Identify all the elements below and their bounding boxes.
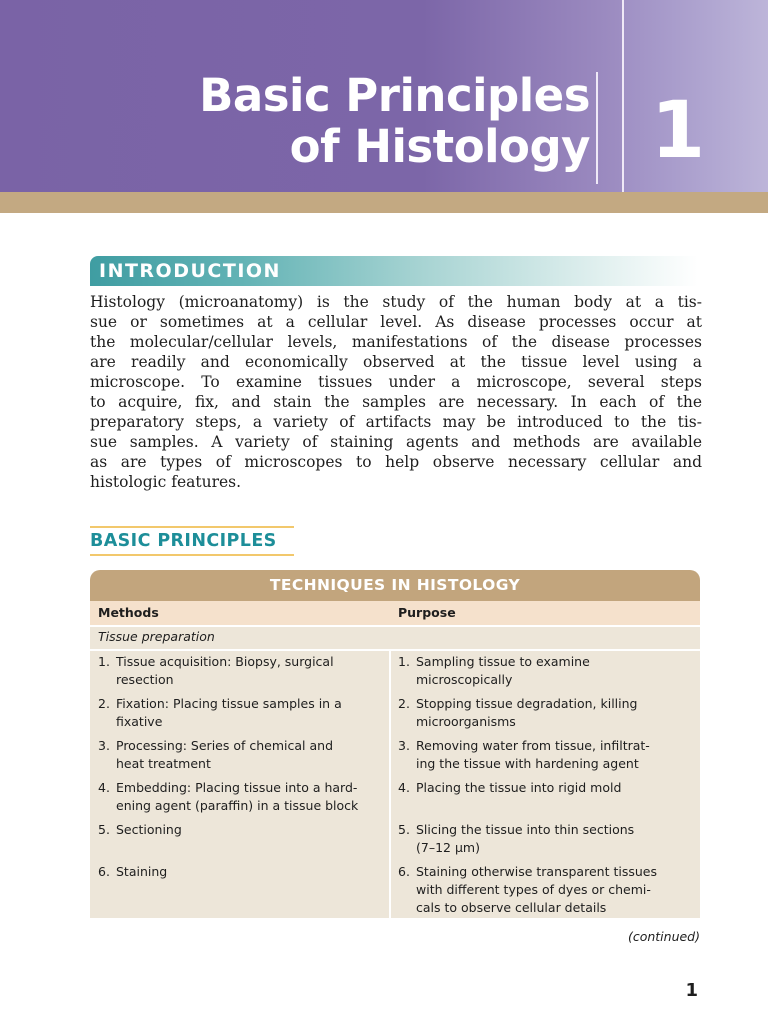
intro-line: sue or sometimes at a cellular level. As disease processes occur at [90, 313, 702, 331]
column-divider [389, 650, 391, 918]
basic-principles-heading: BASIC PRINCIPLES [90, 531, 277, 551]
intro-line: histologic features. [90, 473, 242, 491]
method-item-number: 1. [98, 654, 110, 669]
method-item-text: heat treatment [116, 756, 211, 771]
purpose-item-number: 2. [398, 696, 410, 711]
column-header-purpose: Purpose [398, 605, 456, 620]
intro-line: sue samples. A variety of staining agents and methods are available [90, 433, 702, 451]
method-item-text: Tissue acquisition: Biopsy, surgical [116, 654, 334, 669]
method-item-number: 4. [98, 780, 110, 795]
chapter-title-line1: Basic Principles [199, 69, 590, 122]
purpose-item-number: 3. [398, 738, 410, 753]
method-item-number: 2. [98, 696, 110, 711]
chapter-number: 1 [650, 86, 706, 176]
purpose-item-text: microorganisms [416, 714, 516, 729]
purpose-item-text: Placing the tissue into rigid mold [416, 780, 622, 795]
purpose-item-text: ing the tissue with hardening agent [416, 756, 639, 771]
row-divider [90, 649, 700, 651]
purpose-item-text: Staining otherwise transparent tissues [416, 864, 657, 879]
introduction-heading: INTRODUCTION [99, 260, 281, 282]
method-item-text: fixative [116, 714, 163, 729]
purpose-item-text: (7–12 μm) [416, 840, 480, 855]
introduction-paragraph [90, 292, 702, 492]
table-title: TECHNIQUES IN HISTOLOGY [269, 576, 521, 594]
purpose-item-text: Slicing the tissue into thin sections [416, 822, 635, 837]
row-divider [90, 625, 700, 627]
purpose-item-number: 4. [398, 780, 410, 795]
method-item-text: resection [116, 672, 174, 687]
table-subhead: Tissue preparation [98, 629, 215, 644]
intro-line: to acquire, fix, and stain the samples are necessary. In each of the [90, 393, 702, 411]
purpose-item-text: Stopping tissue degradation, killing [416, 696, 638, 711]
method-item-text: Processing: Series of chemical and [116, 738, 333, 753]
purpose-item-text: with different types of dyes or chemi- [416, 882, 651, 897]
chapter-title [199, 70, 590, 172]
purpose-item-number: 5. [398, 822, 410, 837]
header-tan-band [0, 192, 768, 213]
purpose-item-text: cals to observe cellular details [416, 900, 607, 915]
column-header-methods: Methods [98, 605, 159, 620]
header-panel-divider [622, 0, 624, 192]
method-item-text: ening agent (paraffin) in a tissue block [116, 798, 359, 813]
intro-line: the molecular/cellular levels, manifestations of the disease processes [90, 333, 702, 351]
basic-principles-rule-bottom [90, 554, 294, 556]
basic-principles-rule-top [90, 526, 294, 528]
intro-line: preparatory steps, a variety of artifacts may be introduced to the tis- [90, 413, 702, 431]
purpose-item-number: 6. [398, 864, 410, 879]
intro-line: as are types of microscopes to help observe necessary cellular and [90, 453, 702, 471]
method-item-number: 5. [98, 822, 110, 837]
method-item-number: 6. [98, 864, 110, 879]
method-item-text: Staining [116, 864, 168, 879]
header-divider [596, 72, 598, 184]
chapter-title-line2: of Histology [289, 120, 590, 173]
purpose-item-text: Sampling tissue to examine [416, 654, 590, 669]
intro-line: Histology (microanatomy) is the study of the human body at a tis- [90, 293, 702, 311]
purpose-item-text: Removing water from tissue, infiltrat- [416, 738, 650, 753]
purpose-item-number: 1. [398, 654, 410, 669]
method-item-text: Fixation: Placing tissue samples in a [116, 696, 342, 711]
table-column-header-row [90, 601, 700, 625]
method-item-number: 3. [98, 738, 110, 753]
intro-line: are readily and economically observed at the tissue level using a [90, 353, 702, 371]
continued-note: (continued) [627, 929, 700, 944]
page-number: 1 [685, 980, 698, 1001]
method-item-text: Embedding: Placing tissue into a hard- [116, 780, 358, 795]
intro-line: microscope. To examine tissues under a microscope, several steps [90, 373, 702, 391]
method-item-text: Sectioning [116, 822, 182, 837]
purpose-item-text: microscopically [416, 672, 513, 687]
